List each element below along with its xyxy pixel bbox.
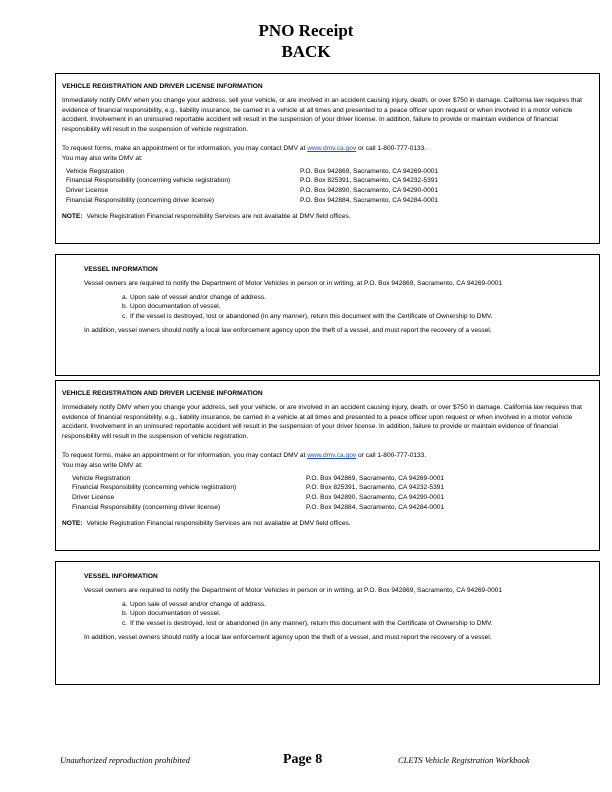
vessel-paragraph: Vessel owners are required to notify the Department of Motor Vehicles in person or in writing, at P.O. Box 942869, Sacramento, CA 94269-0001 (84, 586, 503, 594)
vessel-closing: In addition, vessel owners should notify a local law enforcement agency upon the theft of a vessel, and must report the recovery of a vessel. (84, 326, 492, 334)
address-value: P.O. Box 942884, Sacramento, CA 94284-0001 (306, 503, 445, 511)
dmv-paragraph: Immediately notify DMV when you change your address, sell your vehicle, or are involved in an accident causing injury, death, or over $750 in damage. California law requires that evidence of financial responsibility, e.g., liability insurance, be carried in a vehicle at all times and presented to a peace officer upon request or when involved in a motor vehicle accident. Involvement in an uninsured reportable accident will result in the suspension of your driver license. In addition, failure to provide or maintain evidence of financial responsibility will result in the suspension of vehicle registration. (62, 96, 582, 134)
vessel-closing: In addition, vessel owners should notify a local law enforcement agency upon the theft of a vessel, and must report the recovery of a vessel. (84, 633, 492, 641)
dmv-info-box-1 (55, 73, 600, 244)
address-label: Financial Responsibility (concerning driver license) (72, 503, 221, 511)
address-label: Vehicle Registration (66, 167, 125, 175)
address-value: P.O. Box 942890, Sacramento, CA 94290-0001 (306, 494, 445, 502)
item-text: Upon sale of vessel and/or change of address. (130, 600, 266, 608)
dmv-website-link[interactable]: www.dmv.ca.gov (307, 451, 357, 459)
item-marker: c. (122, 313, 128, 321)
vessel-info-box-2 (55, 561, 600, 685)
address-label: Financial Responsibility (concerning vehicle registration) (66, 177, 231, 185)
vessel-item-list (122, 293, 591, 322)
address-row (62, 503, 591, 513)
address-value: P.O. Box 942869, Sacramento, CA 94269-0001 (300, 167, 439, 175)
page-title-line-2: BACK (281, 42, 331, 61)
dmv-heading: VEHICLE REGISTRATION AND DRIVER LICENSE INFORMATION (62, 390, 263, 397)
dmv-note (62, 212, 591, 222)
item-text: Upon sale of vessel and/or change of address. (130, 293, 266, 301)
address-label: Driver License (72, 494, 115, 502)
dmv-website-link[interactable]: www.dmv.ca.gov (307, 144, 357, 152)
list-item (122, 302, 591, 312)
item-text: If the vessel is destroyed, lost or abandoned (in any manner), return this document with the Certificate of Ownership to DMV. (130, 620, 493, 628)
vessel-paragraph: Vessel owners are required to notify the Department of Motor Vehicles in person or in writing, at P.O. Box 942869, Sacramento, CA 94269-0001 (84, 279, 503, 287)
address-value: P.O. Box 942890, Sacramento, CA 94290-0001 (300, 187, 439, 195)
dmv-contact-suffix: or call 1-800-777-0133. (358, 144, 427, 152)
item-marker: b. (122, 303, 128, 311)
vessel-heading: VESSEL INFORMATION (84, 573, 158, 580)
dmv-contact-prefix: To request forms, make an appointment or for information, you may contact DMV at (62, 144, 306, 152)
address-value: P.O. Box 825391, Sacramento, CA 94232-5391 (300, 177, 439, 185)
footer-left-text: Unauthorized reproduction prohibited (60, 755, 190, 765)
item-text: Upon documentation of vessel. (130, 303, 221, 311)
list-item (122, 619, 591, 629)
list-item (122, 312, 591, 322)
dmv-info-box-2 (55, 380, 600, 551)
list-item (122, 293, 591, 303)
item-marker: c. (122, 620, 128, 628)
dmv-contact-line (62, 144, 591, 154)
address-label: Vehicle Registration (72, 474, 131, 482)
dmv-write-line: You may also write DMV at: (62, 154, 143, 162)
address-label: Driver License (66, 187, 109, 195)
dmv-contact-line (62, 451, 591, 461)
dmv-contact-suffix: or call 1-800-777-0133. (358, 451, 427, 459)
address-row (62, 186, 591, 196)
dmv-address-list (62, 474, 591, 513)
list-item (122, 609, 591, 619)
address-row (62, 196, 591, 206)
dmv-note (62, 519, 591, 529)
dmv-write-line: You may also write DMV at: (62, 461, 143, 469)
dmv-heading: VEHICLE REGISTRATION AND DRIVER LICENSE INFORMATION (62, 83, 263, 90)
footer-right-text: CLETS Vehicle Registration Workbook (398, 755, 530, 765)
address-value: P.O. Box 825391, Sacramento, CA 94232-5391 (306, 484, 445, 492)
vessel-heading: VESSEL INFORMATION (84, 266, 158, 273)
address-row (62, 167, 591, 177)
address-row (62, 493, 591, 503)
address-value: P.O. Box 942884, Sacramento, CA 94284-0001 (300, 196, 439, 204)
item-text: Upon documentation of vessel. (130, 610, 221, 618)
dmv-address-list (62, 167, 591, 206)
address-value: P.O. Box 942869, Sacramento, CA 94269-0001 (306, 474, 445, 482)
address-label: Financial Responsibility (concerning vehicle registration) (72, 484, 237, 492)
item-marker: a. (122, 600, 128, 608)
page-footer (0, 752, 612, 768)
item-marker: b. (122, 610, 128, 618)
address-row (62, 483, 591, 493)
note-label: NOTE: (62, 212, 83, 220)
item-text: If the vessel is destroyed, lost or abandoned (in any manner), return this document with the Certificate of Ownership to DMV. (130, 313, 493, 321)
note-label: NOTE: (62, 519, 83, 527)
vessel-item-list (122, 600, 591, 629)
note-text: Vehicle Registration Financial responsibility Services are not available at DMV field offices. (86, 519, 351, 527)
page-number: Page 8 (283, 752, 323, 767)
page-title-line-1: PNO Receipt (258, 21, 354, 40)
item-marker: a. (122, 293, 128, 301)
dmv-paragraph: Immediately notify DMV when you change your address, sell your vehicle, or are involved in an accident causing injury, death, or over $750 in damage. California law requires that evidence of financial responsibility, e.g., liability insurance, be carried in a vehicle at all times and presented to a peace officer upon request or when involved in a motor vehicle accident. Involvement in an uninsured reportable accident will result in the suspension of your driver license. In addition, failure to provide or maintain evidence of financial responsibility will result in the suspension of vehicle registration. (62, 403, 582, 441)
dmv-contact-prefix: To request forms, make an appointment or for information, you may contact DMV at (62, 451, 306, 459)
address-label: Financial Responsibility (concerning driver license) (66, 196, 215, 204)
address-row (62, 176, 591, 186)
list-item (122, 600, 591, 610)
address-row (62, 474, 591, 484)
note-text: Vehicle Registration Financial responsibility Services are not available at DMV field offices. (86, 212, 351, 220)
vessel-info-box-1 (55, 254, 600, 376)
